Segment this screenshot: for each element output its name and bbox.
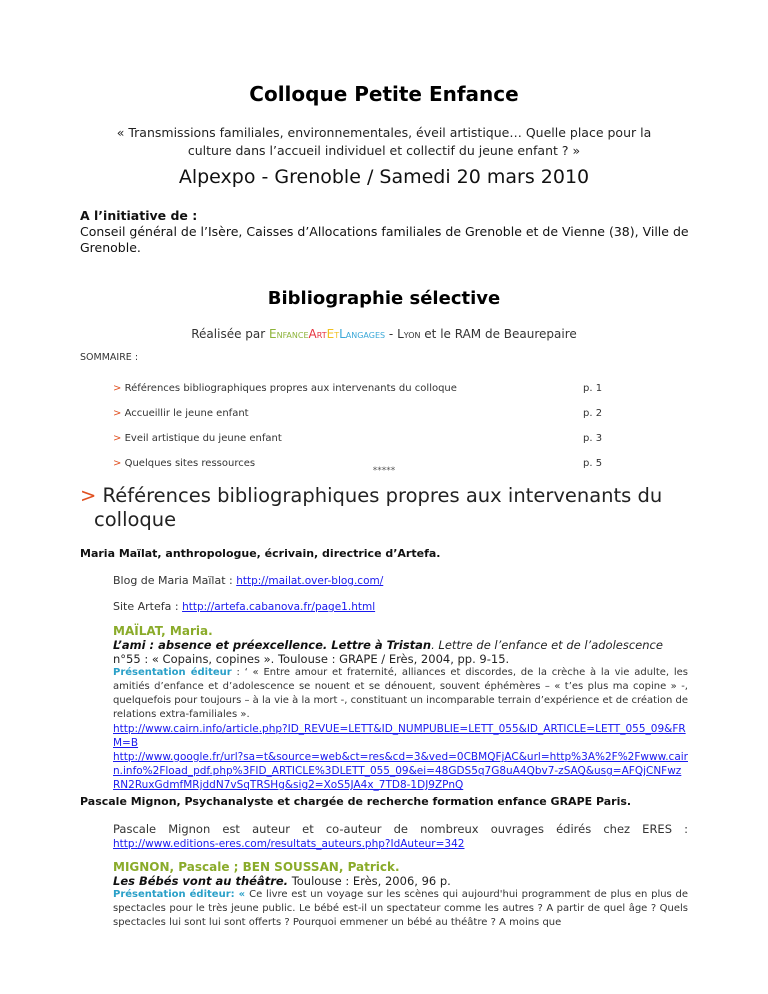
arrow-icon: > xyxy=(113,433,122,444)
toc-label: Eveil artistique du jeune enfant xyxy=(124,433,282,444)
reference-journal: . Lettre de l’enfance et de l’adolescence xyxy=(431,638,663,652)
reference-entry xyxy=(113,624,688,792)
reference-details: Toulouse : Erès, 2006, 96 p. xyxy=(288,874,451,888)
presentation-text: Ce livre est un voyage sur les scènes qui aujourd'hui programment de plus en plus de spectacles pour le très jeune public. Le bébé est-il un spectateur comme les autres ? A partir de quel âge ? Quels spectacles lui sont lui sont offerts ? Pourquoi emmener un bébé au théâtre ? A moins que xyxy=(113,889,689,928)
sommaire-label: SOMMAIRE : xyxy=(80,352,139,363)
toc-item[interactable] xyxy=(113,401,688,426)
reference-entry xyxy=(113,860,688,930)
subtitle: « Transmissions familiales, environnementales, éveil artistique… Quelle place pour la culture dans l’accueil individuel et collectif du jeune enfant ? » xyxy=(116,125,652,158)
table-of-contents xyxy=(113,376,688,476)
reference-title: L’ami : absence et préexcellence. Lettre à Tristan xyxy=(113,638,432,652)
reference-details: n°55 : « Copains, copines ». Toulouse : GRAPE / Erès, 2004, pp. 9-15. xyxy=(113,652,510,666)
reference-author: MIGNON, Pascale ; BEN SOUSSAN, Patrick. xyxy=(113,860,400,874)
initiative-label: A l’initiative de : xyxy=(80,208,198,223)
presentation-label: Présentation éditeur xyxy=(113,667,232,678)
site-label: Site Artefa : xyxy=(113,600,183,613)
logo-et: Et xyxy=(326,327,340,341)
toc-item[interactable] xyxy=(113,376,688,401)
author-intro xyxy=(113,822,688,851)
site-link[interactable]: http://artefa.cabanova.fr/page1.html xyxy=(182,601,376,613)
toc-label: Références bibliographiques propres aux intervenants du colloque xyxy=(124,383,457,394)
toc-label: Quelques sites ressources xyxy=(124,458,256,469)
page-title: Colloque Petite Enfance xyxy=(249,82,519,106)
cairn-link[interactable]: http://www.cairn.info/article.php?ID_REVUE=LETT&ID_NUMPUBLIE=LETT_055&ID_ARTICLE=LETT_055_09&FRM=B xyxy=(113,723,686,749)
realisee-suffix: et le RAM de Beaurepaire xyxy=(420,327,577,341)
arrow-icon: > xyxy=(113,408,122,419)
site-line xyxy=(113,600,688,614)
blog-link[interactable]: http://mailat.over-blog.com/ xyxy=(236,575,384,587)
presentation-label: Présentation éditeur: « xyxy=(113,889,250,900)
google-link[interactable]: http://www.google.fr/url?sa=t&source=web&ct=res&cd=3&ved=0CBMQFjAC&url=http%3A%2F%2Fwww.cairn.info%2Fload_pdf.php%3FID_ARTICLE%3DLETT_055_09&ei=48GDS5q7G8uA4Qbv7-zSAQ&usg=AFQjCNFwzRN2RuxGdmfMRjddN7vSqTRSHg&sig2=XoS5JA4x_7TD8-1DJ9ZPnQ xyxy=(113,751,688,791)
blog-line xyxy=(113,574,688,588)
blog-label: Blog de Maria Maïlat : xyxy=(113,574,237,587)
reference-title: Les Bébés vont au théâtre. xyxy=(113,874,289,888)
toc-page: p. 5 xyxy=(583,458,603,469)
speaker-heading: Pascale Mignon, Psychanalyste et chargée de recherche formation enfance GRAPE Paris. xyxy=(80,795,632,808)
intro-text: Pascale Mignon est auteur et co-auteur de nombreux ouvrages édirés chez ERES : xyxy=(113,822,688,836)
logo-langages: Langages xyxy=(339,327,386,341)
toc-page: p. 2 xyxy=(583,408,603,419)
event-place-date: Alpexpo - Grenoble / Samedi 20 mars 2010 xyxy=(178,166,590,188)
section-title: Références bibliographiques propres aux intervenants du colloque xyxy=(94,484,663,531)
realisee-sep: - xyxy=(385,327,398,341)
arrow-icon: > xyxy=(113,383,122,394)
separator-stars: ***** xyxy=(372,466,396,476)
toc-item[interactable] xyxy=(113,426,688,451)
eres-link[interactable]: http://www.editions-eres.com/resultats_auteurs.php?IdAuteur=342 xyxy=(113,838,465,850)
initiative-text: Conseil général de l’Isère, Caisses d’Allocations familiales de Grenoble et de Vienne (38), Ville de Grenoble. xyxy=(80,224,689,255)
reference-author: MAÏLAT, Maria. xyxy=(113,624,213,638)
section-heading xyxy=(80,484,694,532)
arrow-icon: > xyxy=(80,484,97,507)
realisee-prefix: Réalisée par xyxy=(191,327,269,341)
toc-page: p. 1 xyxy=(583,383,603,394)
realisee-lyon: Lyon xyxy=(397,327,421,341)
realisee-par xyxy=(0,327,768,341)
bibliography-title: Bibliographie sélective xyxy=(267,288,501,309)
arrow-icon: > xyxy=(113,458,122,469)
toc-page: p. 3 xyxy=(583,433,603,444)
presentation-text: : ‘ « Entre amour et fraternité, alliances et discordes, de la crèche à la vie adulte, les amitiés d’enfance et d’adolescence se nouent et se dénouent, souvent éphémères – « t’es plus ma copine » -, quelquefois pour toujours – à la vie à la mort -, constituant un incomparable terrain d’expérience et de création de relations extra-familiales ». xyxy=(113,667,688,720)
toc-label: Accueillir le jeune enfant xyxy=(124,408,249,419)
logo-art: Art xyxy=(308,327,327,341)
speaker-heading: Maria Maïlat, anthropologue, écrivain, directrice d’Artefa. xyxy=(80,547,441,560)
initiative xyxy=(80,208,690,256)
logo-enfance: Enfance xyxy=(269,327,309,341)
